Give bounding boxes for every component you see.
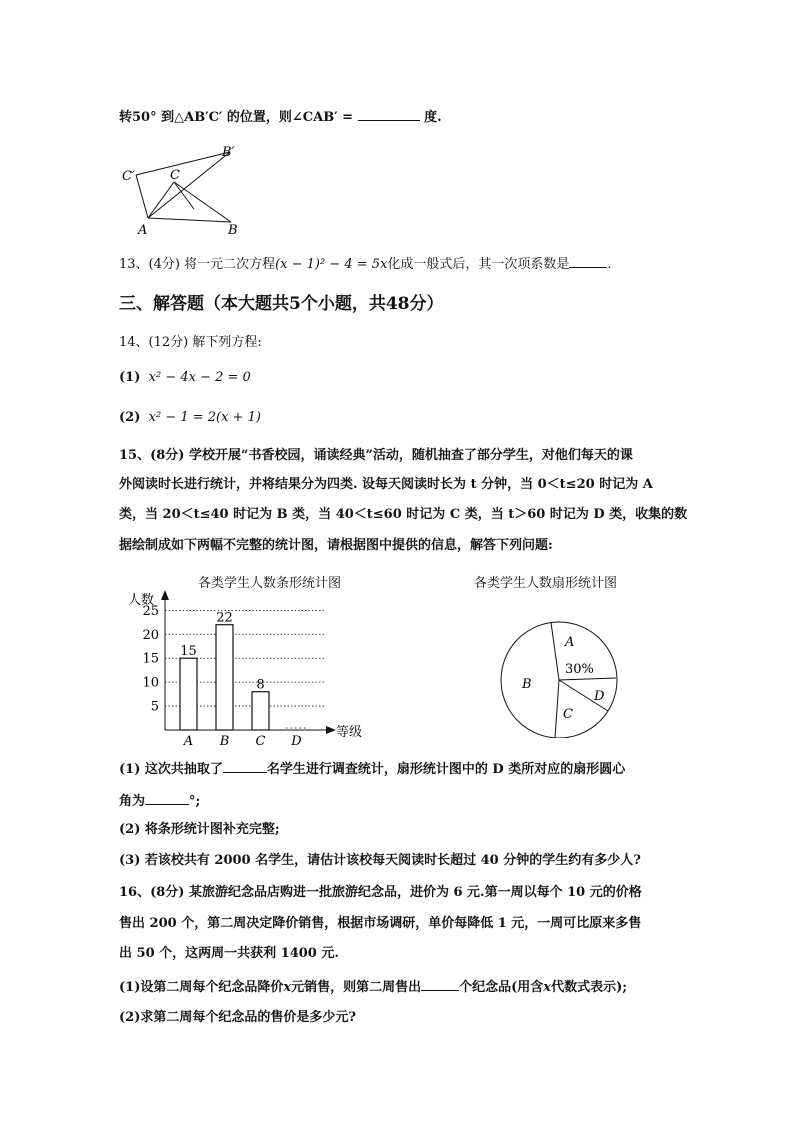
q15-line-1: 15、(8分) 学校开展“书香校园，诵读经典”活动，随机抽查了部分学生，对他们每天的课: [119, 448, 633, 463]
q14-title: 14、(12分) 解下列方程:: [119, 335, 262, 350]
x-tick-label-a: A: [183, 734, 194, 748]
label-b-prime: B′: [222, 145, 235, 160]
label-a: A: [138, 223, 148, 237]
label-b: B: [228, 223, 238, 237]
y-tick-label: 15: [142, 651, 159, 667]
q13-equation: (x − 1)² − 4 = 5x: [275, 257, 388, 272]
y-axis-arrow: [161, 590, 169, 600]
y-tick-label: 20: [142, 627, 159, 643]
q15-sub1-line2: 角为 °;: [119, 790, 200, 812]
bar-value-label-b: 22: [216, 610, 233, 626]
answer-blank: [145, 790, 189, 805]
pie-divider-ab: [551, 623, 559, 681]
bar-value-label-c: 8: [256, 677, 265, 693]
pie-label-d: D: [594, 689, 605, 704]
section-heading: 三、解答题（本大题共5个小题，共48分）: [119, 294, 444, 314]
q14-eq1: (1) x² − 4x − 2 = 0: [119, 370, 251, 385]
bar-value-label-a: 15: [180, 644, 197, 660]
q15-sub2: (2) 将条形统计图补充完整;: [119, 822, 280, 837]
q15-line-2: 外阅读时长进行统计，并将结果分为四类. 设每天阅读时长为 t 分钟，当 0＜t≤20 时记为 A: [119, 477, 653, 492]
segment-c-extension: [174, 182, 194, 209]
y-tick-label: 25: [142, 603, 159, 619]
segment-ac-prime: [136, 175, 148, 218]
bar-a: [180, 658, 197, 730]
q16-line-1: 16、(8分) 某旅游纪念品店购进一批旅游纪念品，进价为 6 元.第一周以每个 10 元的价格: [119, 885, 642, 900]
bar-chart: [120, 588, 380, 748]
pie-label-a-percent: 30%: [565, 662, 594, 677]
y-axis-label: 人数: [128, 593, 155, 608]
q15-line-3: 类，当 20＜t≤40 时记为 B 类，当 40＜t≤60 时记为 C 类，当 t＞60 时记为 D 类，收集的数: [119, 507, 688, 522]
pie-label-b: B: [522, 677, 532, 692]
x-axis-arrow: [326, 726, 336, 734]
pie-label-a: A: [565, 635, 575, 650]
x-tick-label-c: C: [255, 734, 266, 748]
segment-ab: [148, 218, 231, 222]
pie-chart: [495, 618, 625, 738]
q15-sub1-line1: (1) 这次共抽取了 名学生进行调查统计，扇形统计图中的 D 类所对应的扇形圆心: [119, 758, 625, 780]
pie-divider-ad: [559, 678, 616, 680]
q15-line-4: 据绘制成如下两幅不完整的统计图，请根据图中提供的信息，解答下列问题:: [119, 538, 553, 553]
label-c: C: [170, 168, 180, 183]
pie-divider-cb: [555, 680, 559, 738]
bar-b: [216, 625, 233, 730]
q14-eq2: (2) x² − 1 = 2(x + 1): [119, 410, 261, 425]
y-tick-label: 10: [142, 675, 159, 691]
q16-line-2: 售出 200 个，第二周决定降价销售，根据市场调研，单价每降低 1 元，一周可比原来多售: [119, 916, 642, 931]
x-axis-label: 等级: [336, 725, 363, 740]
triangle-rotation-figure: [118, 142, 258, 237]
q16-line-3: 出 50 个，这两周一共获利 1400 元.: [119, 946, 339, 961]
x-tick-label-d: D: [291, 734, 302, 748]
answer-blank: [358, 106, 420, 121]
answer-blank: [569, 253, 607, 268]
q13-line: 13、(4分) 将一元二次方程(x − 1)² − 4 = 5x化成一般式后，其一次项系数是 .: [119, 253, 612, 275]
bar-c: [252, 692, 269, 730]
q12-line: 转50° 到△AB′C′ 的位置，则∠CAB′ = 度.: [119, 106, 442, 128]
q16-sub1: (1)设第二周每个纪念品降价x元销售，则第二周售出 个纪念品(用含x代数式表示);: [119, 976, 627, 998]
q15-sub3: (3) 若该校共有 2000 名学生，请估计该校每天阅读时长超过 40 分钟的学生约有多少人?: [119, 853, 641, 868]
pie-label-c: C: [563, 707, 573, 722]
answer-blank: [223, 758, 267, 773]
q16-sub2: (2)求第二周每个纪念品的售价是多少元?: [119, 1010, 356, 1025]
x-tick-label-b: B: [219, 734, 230, 748]
answer-blank: [421, 976, 459, 991]
pie-chart-title: 各类学生人数扇形统计图: [474, 576, 618, 591]
y-tick-label: 5: [150, 699, 159, 715]
bar-chart-title: 各类学生人数条形统计图: [198, 576, 342, 591]
label-c-prime: C′: [122, 169, 135, 184]
segment-cb: [174, 182, 231, 222]
